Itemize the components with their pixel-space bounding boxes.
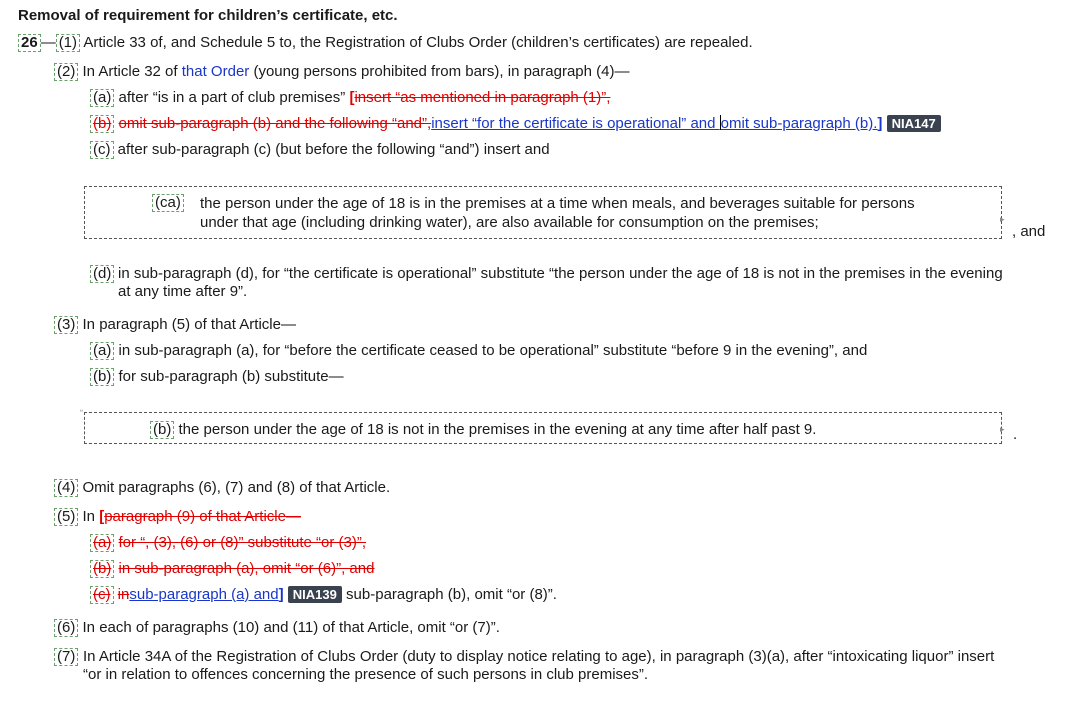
amendment-bracket-open: [ [99, 508, 105, 525]
subpara-number-ca[interactable]: (ca) [152, 194, 184, 212]
para-5-pre: In [82, 508, 96, 525]
quote-2-after: . [1013, 426, 1018, 443]
amendment-bracket-close: ] [278, 586, 284, 603]
subpara-2d-text [118, 265, 1003, 301]
section-number[interactable]: 26 [18, 34, 41, 52]
deleted-text: in [117, 586, 130, 603]
quoted-subpara-b-text: the person under the age of 18 is not in the premises in the evening at any time after half past 9. [178, 421, 817, 438]
subpara-number-2c[interactable]: (c) [90, 141, 114, 159]
quote-open-marker-icon: “ [80, 408, 83, 418]
subpara-number-2a[interactable]: (a) [90, 89, 114, 107]
deleted-text: insert “as mentioned in paragraph (1)”, [354, 89, 611, 106]
para-7-line-1: In Article 34A of the Registration of Clubs Order (duty to display notice relating to age), in paragraph (3)(a), after “intoxicating liquor” insert [83, 648, 995, 665]
para-1-text: Article 33 of, and Schedule 5 to, the Registration of Clubs Order (children’s certificates) are repealed. [83, 34, 753, 51]
subpara-5c [90, 586, 557, 604]
subpara-5a [90, 534, 366, 552]
subpara-5b [90, 560, 374, 578]
quote-marker-icon: ▸ [1000, 424, 1005, 434]
quote-marker-icon: ▸ [1000, 214, 1005, 224]
subpara-5c-post: sub-paragraph (b), omit “or (8)”. [346, 586, 557, 603]
subpara-number-3b[interactable]: (b) [90, 368, 114, 386]
paragraph-7-text [83, 648, 994, 684]
subpara-2d-line-2: at any time after 9”. [118, 283, 248, 300]
subpara-3a [90, 342, 867, 360]
amendment-tag-nia147[interactable]: NIA147 [887, 115, 941, 132]
subpara-number-quoted-b[interactable]: (b) [150, 421, 174, 439]
para-number-6[interactable]: (6) [54, 619, 78, 637]
quote-1-after: , and [1012, 223, 1046, 240]
para-number-1[interactable]: (1) [56, 34, 80, 52]
para-number-3[interactable]: (3) [54, 316, 78, 334]
amendment-bracket-close: ] [877, 115, 883, 132]
quoted-line-1: the person under the age of 18 is in the premises at a time when meals, and beverages suitable for persons [200, 195, 915, 212]
paragraph-2 [54, 63, 629, 81]
inserted-text: omit sub-paragraph (b). [720, 115, 878, 132]
quoted-line-2: under that age (including drinking water), are also available for consumption on the premises; [200, 214, 819, 231]
paragraph-6 [54, 619, 500, 637]
paragraph-3 [54, 316, 296, 334]
subpara-3b [90, 368, 344, 386]
em-dash: — [40, 34, 56, 51]
amendment-tag-nia139[interactable]: NIA139 [288, 586, 342, 603]
subpara-number-2b[interactable]: (b) [90, 115, 114, 133]
deleted-text: paragraph (9) of that Article— [104, 508, 301, 525]
subpara-2d-number [90, 265, 114, 283]
inserted-text: sub-paragraph (a) and [129, 586, 279, 603]
quoted-subpara-ca-number [152, 194, 184, 212]
para-number-5[interactable]: (5) [54, 508, 78, 526]
subpara-2a-text: after “is in a part of club premises” [118, 89, 346, 106]
subpara-3a-text: in sub-paragraph (a), for “before the certificate ceased to be operational” substitute “before 9 in the evening”, and [118, 342, 868, 359]
para-2-pre: In Article 32 of [82, 63, 182, 80]
subpara-number-5c[interactable]: (c) [90, 586, 114, 604]
section-26 [18, 34, 753, 52]
paragraph-5 [54, 508, 301, 526]
subpara-2c [90, 141, 550, 159]
subpara-2a [90, 89, 610, 107]
para-number-2[interactable]: (2) [54, 63, 78, 81]
para-2-post: (young persons prohibited from bars), in paragraph (4)— [249, 63, 630, 80]
para-number-7[interactable]: (7) [54, 648, 78, 666]
subpara-2d-line-1: in sub-paragraph (d), for “the certificate is operational” substitute “the person under the age of 18 is not in the premises in the evening [118, 265, 1003, 282]
para-3-text: In paragraph (5) of that Article— [82, 316, 296, 333]
subpara-number-3a[interactable]: (a) [90, 342, 114, 360]
amendment-bracket-open: [ [349, 89, 355, 106]
quoted-subpara-b [150, 421, 816, 439]
para-4-text: Omit paragraphs (6), (7) and (8) of that Article. [82, 479, 391, 496]
deleted-text: omit sub-paragraph (b) and the following “and”, [118, 115, 432, 132]
inserted-text: insert “for the certificate is operational” and [431, 115, 720, 132]
section-heading: Removal of requirement for children’s certificate, etc. [18, 7, 398, 24]
para-6-text: In each of paragraphs (10) and (11) of that Article, omit “or (7)”. [82, 619, 500, 636]
that-order-link[interactable]: that Order [181, 63, 250, 80]
subpara-3b-text: for sub-paragraph (b) substitute— [118, 368, 344, 385]
para-number-4[interactable]: (4) [54, 479, 78, 497]
subpara-2c-text: after sub-paragraph (c) (but before the following “and”) insert and [117, 141, 550, 158]
subpara-number-2d[interactable]: (d) [90, 265, 114, 283]
paragraph-4 [54, 479, 390, 497]
para-7-line-2: “or in relation to offences concerning the presence of such persons in club premises”. [83, 666, 649, 683]
paragraph-7-number [54, 648, 78, 666]
deleted-text: in sub-paragraph (a), omit “or (6)”, and [118, 560, 375, 577]
quoted-subpara-ca-text [200, 194, 915, 232]
deleted-text: for “, (3), (6) or (8)” substitute “or (3)”, [118, 534, 367, 551]
subpara-number-5b[interactable]: (b) [90, 560, 114, 578]
subpara-number-5a[interactable]: (a) [90, 534, 114, 552]
subpara-2b [90, 115, 941, 133]
